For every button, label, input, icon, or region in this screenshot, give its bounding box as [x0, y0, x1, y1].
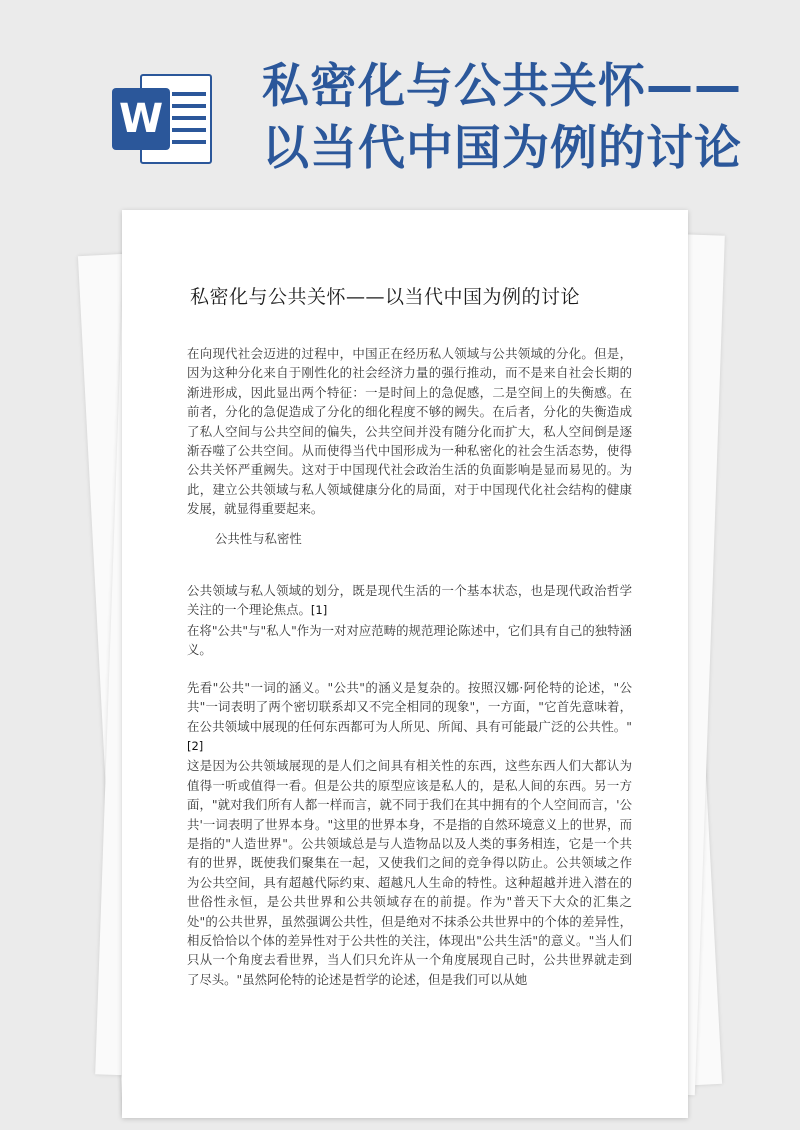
paragraph-public-world: 这是因为公共领域展现的是人们之间具有相关性的东西，这些东西人们大都认为值得一听或值得一看。但是公共的原型应该是私人的，是私人间的东西。另一方面，"就对我们所有人都一样而言，就不同于我们在其中拥有的个人空间而言，'公共'一词表明了世界本身。"这里的世界本身，不是指的自然环境意义上的世界，而是指的"人造世界"。公共领域总是与人造物品以及人类的事务相连，它是一个共有的世界，既使我们聚集在一起，又使我们之间的竞争得以防止。公共领域之作为公共空间，具有超越代际约束、超越凡人生命的特性。这种超越并进入潜在的世俗性永恒，是公共世界和公共领域存在的前提。作为"普天下大众的汇集之处"的公共世界，虽然强调公共性，但是绝对不抹杀公共世界中的个体的差异性，相反恰恰以个体的差异性对于公共性的关注，体现出"公共生活"的意义。"当人们只从一个角度去看世界，当人们只允许从一个角度展现自己时，公共世界就走到了尽头。"虽然阿伦特的论述是哲学的论述，但是我们可以从她 — [187, 758, 632, 987]
banner-title-line2: 以当代中国为例的讨论 — [262, 121, 742, 176]
document-page — [122, 210, 688, 1118]
paragraph-intro: 在向现代社会迈进的过程中，中国正在经历私人领域与公共领域的分化。但是，因为这种分化来自于刚性化的社会经济力量的强行推动，而不是来自社会长期的渐进形成，因此显出两个特征：一是时间上的急促感，二是空间上的失衡感。在前者，分化的急促造成了分化的细化程度不够的阙失。在后者，分化的失衡造成了私人空间与公共空间的偏失，公共空间并没有随分化而扩大，私人空间倒是逐渐吞噬了公共空间。从而使得当代中国形成为一种私密化的社会生活态势，使得公共关怀严重阙失。这对于中国现代社会政治生活的负面影响是显而易见的。为此，建立公共领域与私人领域健康分化的局面，对于中国现代化社会结构的健康发展，就显得重要起来。 — [187, 346, 632, 517]
footnote-ref-2: [2] — [187, 738, 204, 753]
footnote-ref-1: [1] — [310, 603, 328, 618]
paragraph-division — [187, 581, 632, 621]
paragraph-division-text: 公共领域与私人领域的划分，既是现代生活的一个基本状态，也是现代政治哲学关注的一个理论焦点。 — [187, 583, 632, 618]
paragraph-public-meaning — [187, 678, 632, 757]
banner-title — [262, 56, 782, 180]
word-badge: W — [112, 88, 170, 150]
banner-title-line1: 私密化与公共关怀—— — [262, 59, 742, 114]
word-document-icon — [112, 74, 217, 164]
section-subheading: 公共性与私密性 — [215, 530, 302, 546]
paragraph-public-meaning-text: 先看"公共"一词的涵义。"公共"的涵义是复杂的。按照汉娜·阿伦特的论述，"公共"一词表明了两个密切联系却又不完全相同的现象"，一方面，"它首先意味着，在公共领域中展现的任何东西都可为人所见、所闻、具有可能最广泛的公共性。" — [187, 679, 632, 734]
banner — [0, 0, 800, 200]
document-body — [187, 344, 632, 989]
document-body-clip — [122, 210, 688, 987]
paragraph-categories: 在将"公共"与"私人"作为一对对应范畴的规范理论陈述中，它们具有自己的独特涵义。 — [187, 622, 632, 658]
document-title: 私密化与公共关怀——以当代中国为例的讨论 — [190, 286, 581, 308]
